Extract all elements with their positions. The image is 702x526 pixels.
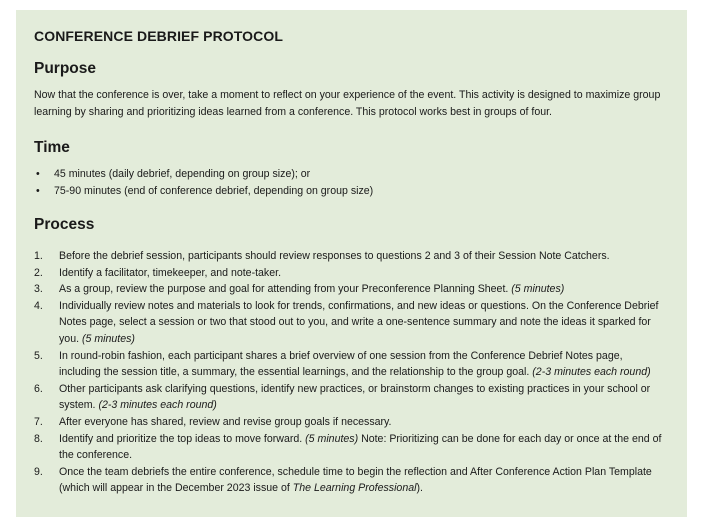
process-step bbox=[34, 464, 667, 497]
step-time: (5 minutes) bbox=[81, 332, 135, 345]
step-number: 5. bbox=[34, 349, 43, 362]
step-time: (2-3 minutes each round) bbox=[98, 399, 217, 412]
step-text: In round-robin fashion, each participant shares a brief overview of one session from the Conference Debrief Notes page, including the session title, a summary, the essential learnings, and the relationship to the group goal. bbox=[59, 349, 623, 379]
bullet-icon: • bbox=[36, 184, 40, 197]
process-step bbox=[34, 248, 667, 265]
process-step bbox=[34, 281, 667, 298]
process-step bbox=[34, 298, 667, 348]
time-heading: Time bbox=[34, 139, 70, 156]
step-number: 2. bbox=[34, 266, 43, 279]
bullet-icon: • bbox=[36, 168, 40, 180]
step-after: ). bbox=[416, 482, 423, 495]
time-list bbox=[34, 166, 667, 199]
process-step bbox=[34, 265, 667, 282]
step-text: Individually review notes and materials to look for trends, confirmations, and new ideas or questions. On the Conference Debrief Notes page, select a session or two that stood out to you, and write a one-sentence summary and note the ideas it sparked for you. bbox=[59, 299, 659, 345]
purpose-text: Now that the conference is over, take a moment to reflect on your experience of the event. This activity is designed to maximize group learning by sharing and prioritizing ideas learned from a conference. This protocol works best in groups of four. bbox=[34, 89, 661, 118]
step-time: (5 minutes) bbox=[305, 432, 359, 445]
process-step bbox=[34, 381, 667, 414]
step-number: 3. bbox=[34, 283, 43, 296]
step-after: Note: Prioritizing can be done for each day or once at the end of the conference. bbox=[59, 432, 662, 462]
time-item-text: 45 minutes (daily debrief, depending on group size); or bbox=[54, 168, 311, 180]
step-time: The Learning Professional bbox=[292, 482, 417, 495]
time-item bbox=[34, 183, 667, 200]
step-number: 8. bbox=[34, 432, 43, 445]
step-text: Before the debrief session, participants should review responses to questions 2 and 3 of their Session Note Catchers. bbox=[59, 250, 610, 262]
process-step bbox=[34, 348, 667, 381]
step-number: 6. bbox=[34, 382, 43, 395]
step-text: Identify and prioritize the top ideas to move forward. bbox=[59, 432, 306, 445]
process-heading: Process bbox=[34, 216, 95, 233]
purpose-heading: Purpose bbox=[34, 60, 97, 77]
time-item-text: 75-90 minutes (end of conference debrief, depending on group size) bbox=[54, 184, 374, 197]
step-number: 1. bbox=[34, 250, 43, 262]
step-text: Once the team debriefs the entire conference, schedule time to begin the reflection and After Conference Action Plan Template (which will appear in the December 2023 issue of bbox=[59, 465, 652, 495]
document-title: CONFERENCE DEBRIEF PROTOCOL bbox=[34, 28, 284, 44]
protocol-panel bbox=[16, 10, 687, 517]
step-number: 7. bbox=[34, 415, 43, 428]
step-time: (2-3 minutes each round) bbox=[532, 366, 651, 379]
step-number: 4. bbox=[34, 299, 43, 312]
step-text: After everyone has shared, review and revise group goals if necessary. bbox=[59, 415, 392, 428]
step-text: Other participants ask clarifying questions, identify new practices, or brainstorm changes to existing practices in your school or system. bbox=[59, 382, 651, 412]
step-number: 9. bbox=[34, 465, 43, 478]
step-time: (5 minutes) bbox=[511, 283, 565, 296]
process-step bbox=[34, 414, 667, 431]
time-item bbox=[34, 166, 667, 183]
step-text: As a group, review the purpose and goal for attending from your Preconference Planning Sheet. bbox=[59, 283, 512, 296]
step-text: Identify a facilitator, timekeeper, and note-taker. bbox=[59, 266, 282, 279]
process-steps bbox=[34, 248, 667, 497]
process-step bbox=[34, 431, 667, 464]
